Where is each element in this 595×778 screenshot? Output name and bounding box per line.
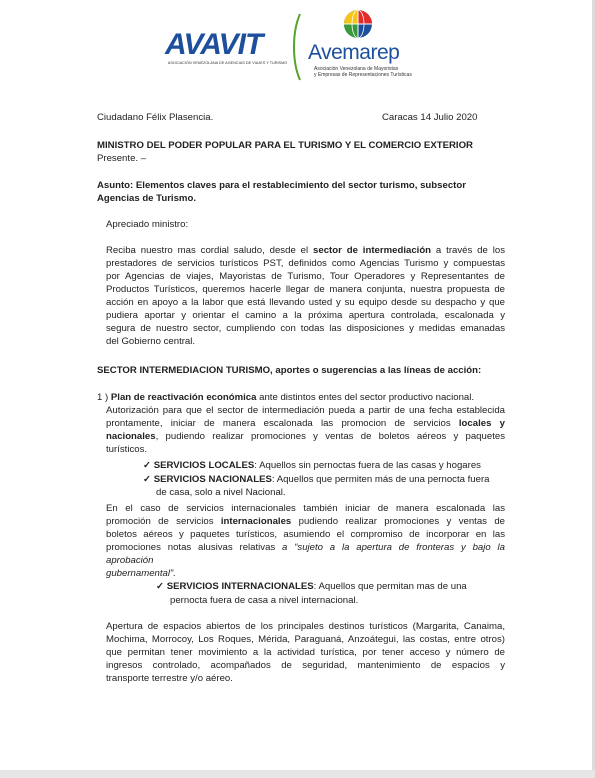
presente-line: Presente. – (97, 153, 147, 164)
logo-divider (290, 12, 304, 82)
p2-bold-internacionales: internacionales (220, 516, 292, 527)
item-1-p1-line-4: turísticos. (106, 444, 148, 455)
page-edge-bottom (0, 770, 595, 778)
servicios-internacionales-text: : Aquellos que permitan mas de una (313, 581, 467, 592)
item-1-p2-line-6: gubernamental”. (106, 568, 176, 579)
item-1-p2-line-2 (106, 515, 505, 528)
item-1-p1-line-2 (106, 417, 505, 430)
item-1-p2-line-5: aprobación (106, 555, 154, 566)
item-1-p1-line-3 (106, 430, 505, 443)
item-1-p3-line-1: Apertura de espacios abiertos de los principales destinos turísticos (Margarita, Canaima, (106, 621, 505, 632)
intro-line-5: acción en apoyo a la labor que está llevando usted y su equipo desde su despacho y que (106, 297, 505, 308)
servicios-nacionales-text-2: de casa, solo a nivel Nacional. (156, 487, 286, 498)
item-1-p3-line-4: ingresos controlado, acompañados de seguridad, mantenimiento de espacios y (106, 660, 505, 671)
p1-bold-locales: locales y (458, 418, 505, 429)
subject-line-1: Asunto: Elementos claves para el restablecimiento del sector turismo, subsector (97, 180, 466, 191)
item-1-header (97, 391, 474, 404)
p1-text: , pudiendo realizar promociones y ventas de boletos aéreos y paquetes (155, 431, 505, 442)
globe-icon (308, 8, 428, 42)
intro-line-7: segura de nuestro sector, cumpliendo con todas las disposiciones y medidas emanadas (106, 323, 505, 334)
subject-line-2: Agencias de Turismo. (97, 193, 196, 204)
intro-line-3: por Agencias de viajes, Mayoristas de Turismo, Tour Operadores y Representantes de (106, 271, 505, 282)
intro-line-1 (106, 244, 505, 257)
p1-bold-nacionales: nacionales (106, 431, 156, 442)
ministry-line: MINISTRO DEL PODER POPULAR PARA EL TURISMO Y EL COMERCIO EXTERIOR (97, 140, 473, 151)
servicios-locales-label: SERVICIOS LOCALES (153, 460, 255, 471)
intro-line-2: prestadores de servicios turísticos PST, definidos como Agencias Turismo y compuestas (106, 258, 505, 269)
intro-text: Reciba nuestro mas cordial saludo, desde el (106, 245, 314, 256)
servicios-nacionales-label: SERVICIOS NACIONALES (153, 474, 272, 485)
avemarep-logo-tagline (314, 66, 412, 78)
place-date: Caracas 14 Julio 2020 (382, 112, 478, 123)
section-title: SECTOR INTERMEDIACION TURISMO, aportes o sugerencias a las líneas de acción: (97, 365, 482, 376)
bullet-servicios-nacionales (143, 473, 490, 486)
avavit-logo-tagline: ASOCIACIÓN VENEZOLANA DE AGENCIAS DE VIAJES Y TURISMO (167, 61, 288, 65)
bullet-servicios-internacionales (156, 580, 467, 593)
intro-line-8: del Gobierno central. (106, 336, 196, 347)
avemarep-tagline-line-2: y Empresas de Representaciones Turísticas (314, 72, 412, 78)
item-1-p2-line-3: boletos aéreos y paquetes turísticos, asumiendo el compromiso de incorporar en las (106, 529, 505, 540)
intro-bold-sector: sector de intermediación (313, 245, 432, 256)
p2-text: promoción de servicios (106, 516, 221, 527)
p2-text: promociones notas alusivas relativas (106, 542, 283, 553)
checkmark-icon: ✓ (143, 460, 152, 471)
checkmark-icon: ✓ (143, 474, 152, 485)
avemarep-logo (308, 8, 428, 88)
checkmark-icon: ✓ (156, 581, 165, 592)
item-1-title-rest: ante distintos entes del sector productivo nacional. (256, 392, 475, 403)
servicios-internacionales-label: SERVICIOS INTERNACIONALES (166, 581, 314, 592)
p1-text: prontamente, iniciar de manera escalonada las promocion de servicios (106, 418, 459, 429)
bullet-servicios-locales (143, 459, 481, 472)
servicios-nacionales-text: : Aquellos que permiten más de una pernocta fuera (271, 474, 490, 485)
intro-line-6: pudiera aportar y orientar el camino a la próxima apertura controlada, escalonada y (106, 310, 505, 321)
avavit-logo-wordmark: AVAVIT (165, 28, 263, 61)
recipient-line: Ciudadano Félix Plasencia. (97, 112, 214, 123)
item-1-title: Plan de reactivación económica (110, 392, 257, 403)
servicios-locales-text: : Aquellos sin pernoctas fuera de las casas y hogares (254, 460, 481, 471)
intro-text: a través de los (431, 245, 506, 256)
item-1-p3-line-5: transporte terrestre y/o aéreo. (106, 673, 233, 684)
item-1-p3-line-3: que permitan tener movimiento a la actividad turística, por tener acceso y número de (106, 647, 505, 658)
item-1-p1-line-1: Autorización para que el sector de intermediación pueda a partir de una fecha establecida (106, 405, 505, 416)
avemarep-logo-wordmark: Avemarep (308, 41, 400, 64)
intro-line-4: Productos Turísticos, queremos hacerle llegar de manera conjunta, nuestra propuesta de (106, 284, 505, 295)
item-1-p2-line-4 (106, 541, 505, 554)
item-1-p2-line-1: En el caso de servicios internacionales también iniciar de manera escalonada las (106, 503, 505, 514)
item-number: 1 ) (97, 392, 109, 403)
avemarep-tagline-line-1: Asociación Venezolana de Mayoristas (314, 66, 399, 72)
avavit-logo (165, 28, 290, 76)
p2-text: pudiendo realizar promociones y ventas de (291, 516, 505, 527)
salutation: Apreciado ministro: (106, 219, 189, 230)
p2-italic-note: a “sujeto a la apertura de fronteras y bajo la (282, 542, 505, 553)
item-1-p3-line-2: Mochima, Morrocoy, Los Roques, Mérida, Paraguaná, Anzoátegui, las costas, entre otros) (106, 634, 505, 645)
servicios-internacionales-text-2: pernocta fuera de casa a nivel internacional. (170, 595, 359, 606)
